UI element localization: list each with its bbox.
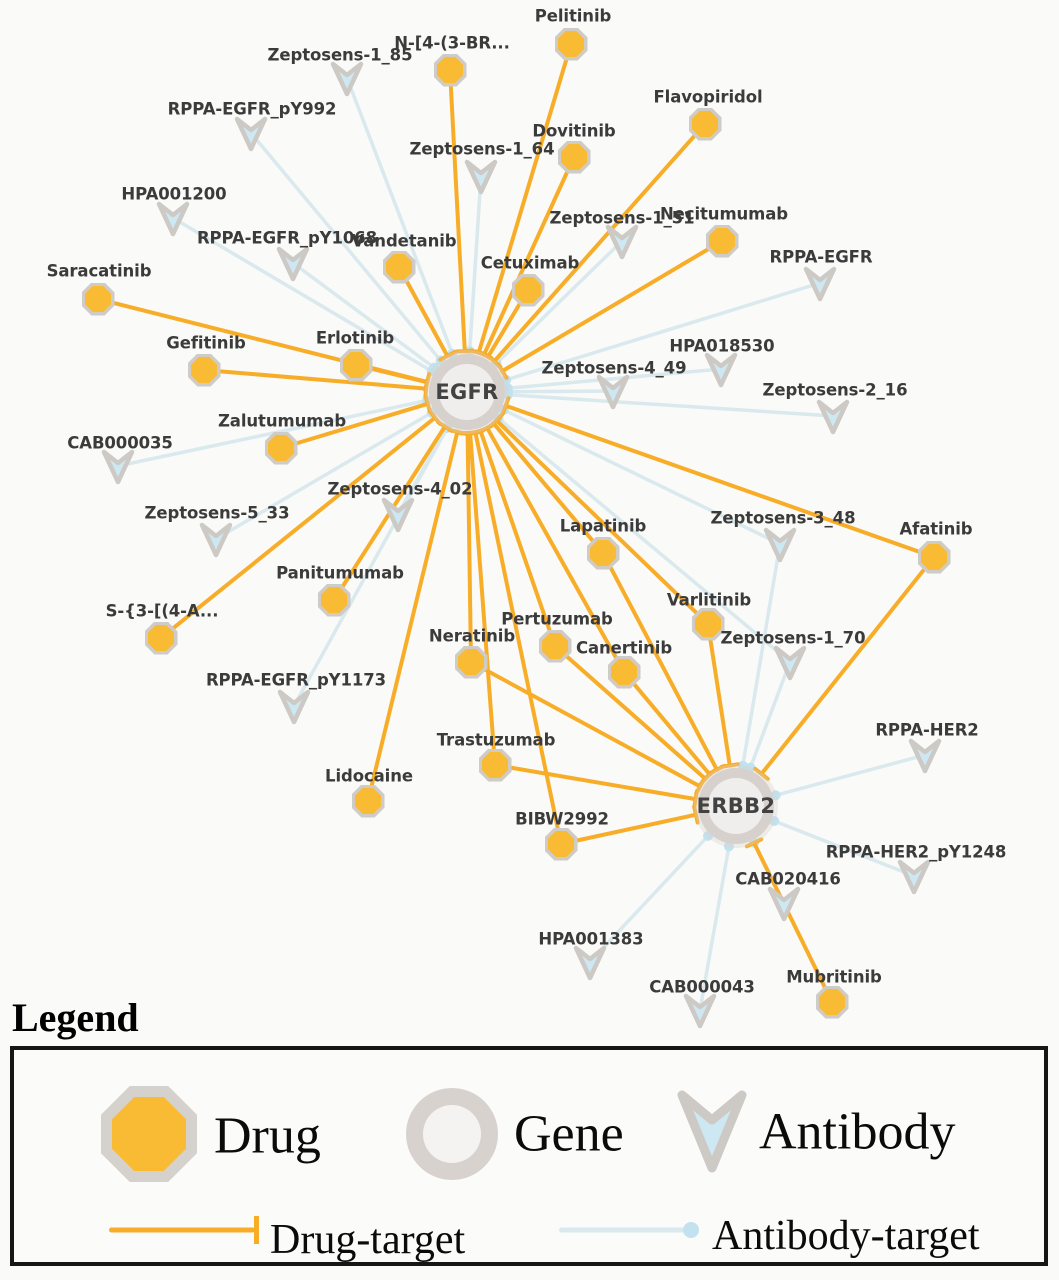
- octagon-icon: [191, 357, 217, 383]
- drug-node-trastuzumab[interactable]: [479, 749, 512, 782]
- gene-label-egfr: EGFR: [435, 380, 499, 404]
- legend-antibody-edge-label: Antibody-target: [712, 1213, 980, 1259]
- antibody-node-rppa-her2[interactable]: [906, 735, 944, 777]
- antibody-chevron-icon: [104, 452, 132, 482]
- antibody-label-zeptosens-3-48: Zeptosens-3_48: [710, 508, 856, 528]
- drug-label-n-4-3-br: N-[4-(3-BR...: [394, 33, 510, 53]
- drug-label-varlitinib: Varlitinib: [666, 590, 752, 610]
- antibody-chevron-icon: [237, 119, 265, 149]
- antibody-chevron-icon: [159, 204, 187, 234]
- antibody-label-rppa-her2-py1248: RPPA-HER2_pY1248: [825, 842, 1007, 862]
- antibody-node-rppa-egfr-py1068[interactable]: [274, 243, 312, 285]
- antibody-chevron-icon: [279, 249, 307, 279]
- tee-end-icon: [254, 1216, 259, 1244]
- drug-node-cetuximab[interactable]: [512, 274, 545, 307]
- antibody-label-rppa-egfr-py1173: RPPA-EGFR_pY1173: [205, 670, 387, 690]
- drug-label-vandetanib: Vandetanib: [351, 231, 457, 251]
- legend-drug-label: Drug: [214, 1107, 321, 1165]
- antibody-chevron-icon: [467, 162, 495, 192]
- drug-node-zalutumumab[interactable]: [265, 432, 298, 465]
- antibody-label-zeptosens-1-51: Zeptosens-1_51: [549, 208, 695, 228]
- legend-gene-label: Gene: [514, 1105, 624, 1163]
- octagon-icon: [268, 435, 294, 461]
- drug-node-canertinib[interactable]: [608, 656, 641, 689]
- drug-label-trastuzumab: Trastuzumab: [436, 730, 556, 750]
- octagon-icon: [386, 254, 412, 280]
- antibody-label-hpa018530: HPA018530: [669, 336, 775, 356]
- drug-node-gefitinib[interactable]: [188, 354, 221, 387]
- drug-node-n-4-3-br[interactable]: [434, 54, 467, 87]
- legend-box: [10, 1046, 1048, 1266]
- legend-drug-edge-label: Drug-target: [270, 1217, 466, 1263]
- drug-node-necitumumab[interactable]: [706, 225, 739, 258]
- drug-label-flavopiridol: Flavopiridol: [653, 87, 763, 107]
- gene-node-egfr[interactable]: [429, 354, 505, 430]
- drug-node-mubritinib[interactable]: [816, 986, 849, 1019]
- drug-target-line-icon: [109, 1216, 259, 1244]
- legend-title: Legend: [12, 995, 139, 1040]
- drug-node-erlotinib[interactable]: [340, 349, 373, 382]
- antibody-node-zeptosens-1-64[interactable]: [462, 156, 500, 198]
- octagon-icon: [542, 633, 568, 659]
- antibody-chevron-icon: [806, 269, 834, 299]
- octagon-icon: [921, 544, 947, 570]
- antibody-label-hpa001200: HPA001200: [121, 184, 227, 204]
- drug-label-necitumumab: Necitumumab: [659, 204, 789, 224]
- drug-label-neratinib: Neratinib: [428, 626, 516, 646]
- antibody-node-hpa001200[interactable]: [154, 198, 192, 240]
- antibody-chevron-icon: [766, 530, 794, 560]
- antibody-node-rppa-egfr[interactable]: [801, 263, 839, 305]
- octagon-icon: [548, 831, 574, 857]
- gene-node-erbb2[interactable]: [698, 768, 774, 844]
- antibody-node-rppa-egfr-py1173[interactable]: [275, 686, 313, 728]
- drug-node-s-3-4-a[interactable]: [145, 622, 178, 655]
- gene-circle-icon: [406, 1088, 498, 1180]
- octagon-icon: [709, 228, 735, 254]
- octagon-icon: [458, 649, 484, 675]
- drug-label-canertinib: Canertinib: [575, 638, 673, 658]
- drug-label-zalutumumab: Zalutumumab: [217, 411, 347, 431]
- drug-node-neratinib[interactable]: [455, 646, 488, 679]
- antibody-node-zeptosens-4-02[interactable]: [379, 494, 417, 536]
- octagon-icon: [437, 57, 463, 83]
- drug-label-afatinib: Afatinib: [899, 519, 973, 539]
- antibody-chevron-icon: [900, 862, 928, 892]
- antibody-chevron-icon: [280, 692, 308, 722]
- antibody-node-zeptosens-5-33[interactable]: [197, 519, 235, 561]
- drug-node-lidocaine[interactable]: [352, 785, 385, 818]
- octagon-icon: [695, 611, 721, 637]
- octagon-icon: [482, 752, 508, 778]
- octagon-icon: [321, 587, 347, 613]
- octagon-icon: [819, 989, 845, 1015]
- antibody-chevron-icon: [770, 889, 798, 919]
- antibody-label-hpa001383: HPA001383: [538, 929, 644, 949]
- antibody-label-zeptosens-5-33: Zeptosens-5_33: [144, 503, 290, 523]
- octagon-icon: [558, 31, 584, 57]
- antibody-node-rppa-egfr-py992[interactable]: [232, 113, 270, 155]
- antibody-label-zeptosens-1-64: Zeptosens-1_64: [409, 139, 555, 159]
- antibody-chevron-icon: [599, 377, 627, 407]
- drug-octagon-icon: [101, 1086, 197, 1182]
- antibody-label-rppa-egfr-py992: RPPA-EGFR_pY992: [167, 99, 337, 119]
- octagon-icon: [343, 352, 369, 378]
- drug-node-vandetanib[interactable]: [383, 251, 416, 284]
- drug-node-saracatinib[interactable]: [82, 283, 115, 316]
- drug-label-pertuzumab: Pertuzumab: [501, 609, 613, 629]
- drug-node-bibw2992[interactable]: [545, 828, 578, 861]
- drug-label-pelitinib: Pelitinib: [534, 6, 612, 26]
- antibody-node-zeptosens-2-16[interactable]: [814, 396, 852, 438]
- octagon-icon: [355, 788, 381, 814]
- octagon-icon: [590, 540, 616, 566]
- antibody-chevron-icon: [707, 355, 735, 385]
- drug-node-pelitinib[interactable]: [555, 28, 588, 61]
- antibody-label-zeptosens-2-16: Zeptosens-2_16: [762, 380, 908, 400]
- antibody-label-rppa-egfr: RPPA-EGFR: [769, 247, 873, 267]
- antibody-chevron-icon: [202, 525, 230, 555]
- drug-node-pertuzumab[interactable]: [539, 630, 572, 663]
- antibody-label-rppa-egfr-py1068: RPPA-EGFR_pY1068: [196, 228, 378, 248]
- drug-node-afatinib[interactable]: [918, 541, 951, 574]
- drug-node-panitumumab[interactable]: [318, 584, 351, 617]
- antibody-chevron-icon: [576, 948, 604, 978]
- drug-label-lapatinib: Lapatinib: [559, 516, 647, 536]
- drug-node-lapatinib[interactable]: [587, 537, 620, 570]
- octagon-icon: [148, 625, 174, 651]
- antibody-label-cab020416: CAB020416: [735, 869, 841, 889]
- drug-label-saracatinib: Saracatinib: [46, 261, 152, 281]
- antibody-chevron-icon: [686, 996, 714, 1026]
- octagon-icon: [85, 286, 111, 312]
- dot-end-icon: [683, 1222, 699, 1238]
- drug-label-s-3-4-a: S-{3-[(4-A...: [105, 601, 219, 621]
- octagon-icon: [561, 144, 587, 170]
- antibody-label-zeptosens-1-85: Zeptosens-1_85: [267, 45, 413, 65]
- drug-label-mubritinib: Mubritinib: [786, 967, 882, 987]
- drug-label-dovitinib: Dovitinib: [532, 121, 616, 141]
- gene-label-erbb2: ERBB2: [696, 794, 776, 818]
- drug-node-flavopiridol[interactable]: [689, 108, 722, 141]
- drug-label-erlotinib: Erlotinib: [315, 328, 395, 348]
- antibody-node-cab020416[interactable]: [765, 883, 803, 925]
- antibody-target-line-icon: [559, 1216, 699, 1244]
- drug-label-bibw2992: BIBW2992: [515, 809, 609, 829]
- antibody-chevron-icon: [384, 500, 412, 530]
- antibody-label-rppa-her2: RPPA-HER2: [875, 720, 979, 740]
- antibody-chevron-icon: [673, 1086, 751, 1180]
- drug-label-cetuximab: Cetuximab: [480, 253, 580, 273]
- drug-node-dovitinib[interactable]: [558, 141, 591, 174]
- antibody-node-zeptosens-1-70[interactable]: [771, 642, 809, 684]
- antibody-node-zeptosens-3-48[interactable]: [761, 524, 799, 566]
- drug-label-lidocaine: Lidocaine: [325, 766, 413, 786]
- antibody-chevron-icon: [819, 402, 847, 432]
- antibody-node-rppa-her2-py1248[interactable]: [895, 856, 933, 898]
- antibody-chevron-icon: [608, 227, 636, 257]
- legend-antibody-label: Antibody: [759, 1103, 956, 1161]
- antibody-label-cab000043: CAB000043: [649, 977, 755, 997]
- antibody-label-zeptosens-1-70: Zeptosens-1_70: [720, 628, 866, 648]
- octagon-icon: [515, 277, 541, 303]
- antibody-label-cab000035: CAB000035: [67, 433, 173, 453]
- drug-label-gefitinib: Gefitinib: [166, 333, 246, 353]
- drug-label-panitumumab: Panitumumab: [276, 563, 404, 583]
- octagon-icon: [611, 659, 637, 685]
- antibody-label-zeptosens-4-49: Zeptosens-4_49: [541, 358, 687, 378]
- antibody-chevron-icon: [911, 741, 939, 771]
- antibody-label-zeptosens-4-02: Zeptosens-4_02: [327, 479, 473, 499]
- antibody-chevron-icon: [333, 64, 361, 94]
- octagon-icon: [692, 111, 718, 137]
- antibody-chevron-icon: [776, 648, 804, 678]
